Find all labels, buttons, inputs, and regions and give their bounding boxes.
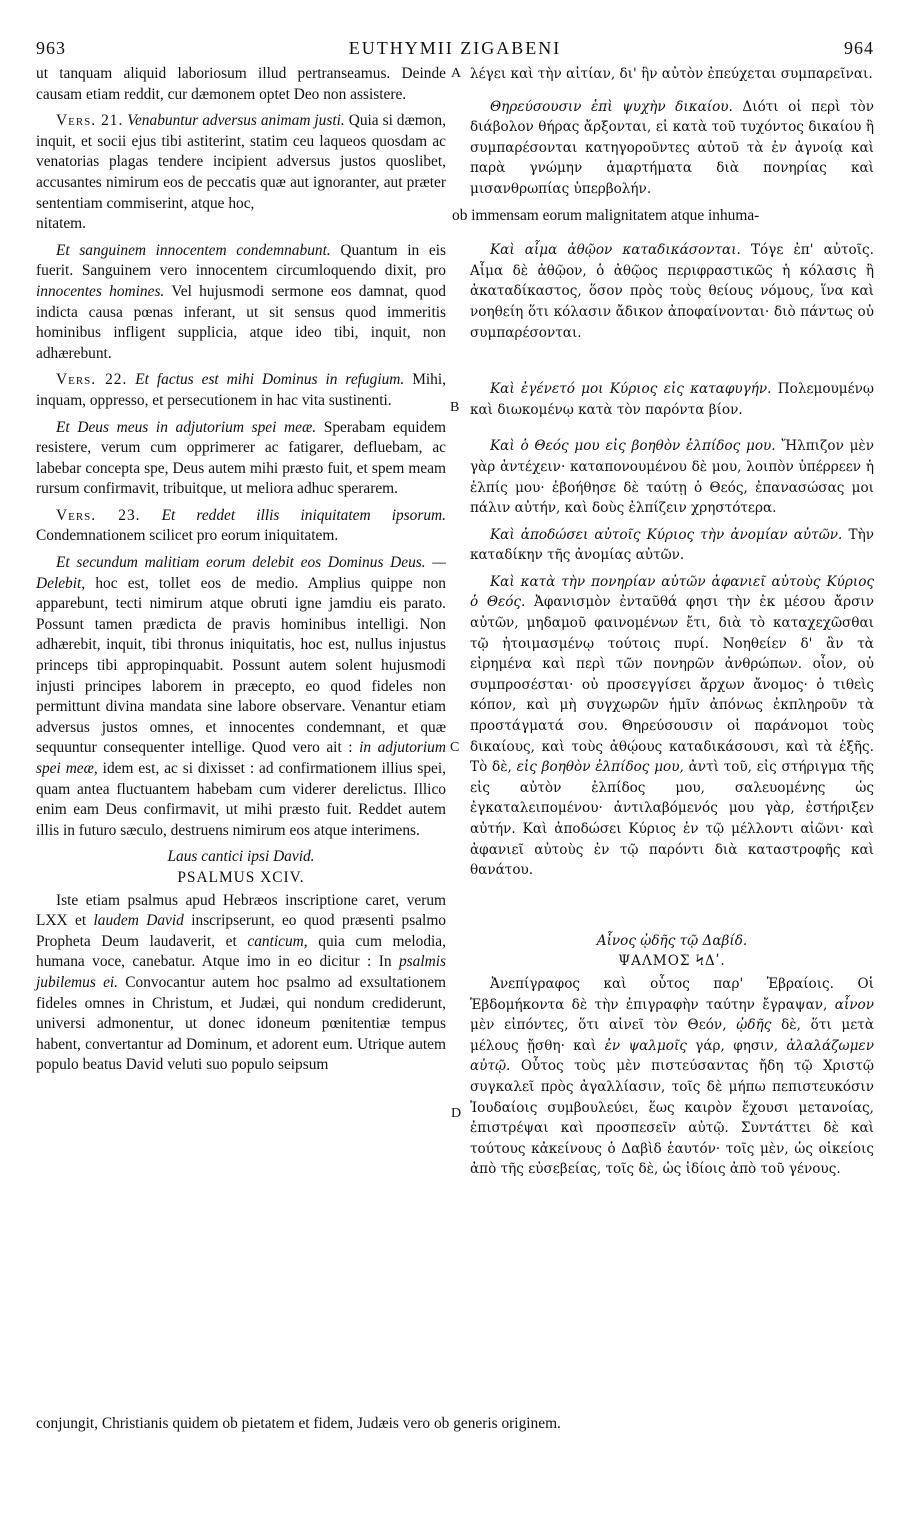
latin-paragraph (36, 891, 446, 1076)
commentary-text: Quantum in eis fuerit. Sanguinem vero innocentem circumloquendo dixit, pro (36, 241, 446, 280)
verse-lemma: Et reddet illis iniquitatem ipsorum. (161, 506, 446, 524)
greek-paragraph (470, 572, 874, 881)
commentary-emphasis: innocentes homines. (36, 282, 165, 300)
psalm-title: PSALMUS XCIV. (177, 868, 305, 886)
commentary-text: Τὴν καταδίκην τῆς ἀνομίας αὐτῶν. (470, 526, 874, 564)
latin-paragraph: ut tanquam aliquid laboriosum illud pertranseamus. Deinde causam etiam reddit, cur dæmonem optet Deo non assistere. (36, 65, 446, 103)
latin-paragraph (36, 418, 446, 500)
commentary-text: Πολεμουμένῳ καὶ διωκομένῳ κατὰ τὸν παρόντα βίον. (470, 381, 874, 418)
commentary-emphasis: ᾠδῆς (736, 1017, 772, 1034)
commentary-text: δὲ, ὅτι μετὰ μέλους ᾔσθη· καὶ (470, 1017, 875, 1054)
verse-lemma: Et sanguinem innocentem condemnabunt. (56, 241, 331, 259)
commentary-text: ἀντὶ τοῦ, εἰς στήριγμα τῆς εἰς αὐτὸν ἐλπίδος μου, σαλευομένης ὡς ἐγκαταλειπομένου· ἀντιλαβόμενός μου γὰρ, ἐστήριξεν αὐτήν. Καὶ ἀποδώσει Κύριος ἐν τῷ μέλλοντι αἰῶνι· καὶ ἀφανιεῖ αὐτοὺς ἐν τῷ παρόντι διὰ καταστροφῆς καὶ θανάτου. (470, 759, 875, 879)
commentary-text: Mihi, inquam, oppresso, et persecutionem in hac vita sustinenti. (36, 371, 446, 409)
verse-lemma: Et secundum malitiam eorum delebit eos Dominus Deus. — Delebit, (36, 554, 446, 592)
greek-paragraph (470, 436, 874, 518)
page-number-left: 963 (36, 38, 66, 58)
verse-lemma: Καὶ αἷμα ἀθῷον καταδικάσονται. (490, 242, 741, 259)
latin-line: nitatem. (36, 215, 87, 233)
greek-column (452, 64, 875, 1180)
commentary-text: Ἀνεπίγραφος καὶ οὗτος παρ' Ἑβραίοις. Οἱ Ἑβδομήκοντα δὲ τὴν ἐπιγραφὴν ταύτην ἔγραψαν, (470, 975, 874, 1013)
commentary-emphasis: ἀλαλάζωμεν αὐτῷ. (470, 1037, 874, 1075)
commentary-emphasis: laudem David (93, 912, 184, 930)
commentary-emphasis: psalmis jubilemus ei. (36, 953, 446, 991)
bottom-line (36, 1414, 874, 1435)
commentary-text: Τόγε ἐπ' αὐτοῖς. Αἷμα δὲ ἀθῷον, ὁ ἀθῷος περιφραστικῶς ἡ κόλασις ἢ ἀκαταδίκαστος, ὅσον πρὸς τοὺς θείους νόμους, ἵνα καὶ νοηθείη ὅτι κόλασιν ἄδικον ἀποφαίνονται· διὸ πάντως οὐ συμπαρέσονται. (470, 242, 874, 341)
commentary-text: Convocantur autem hoc psalmo ad exsultationem fideles omnes in Christum, et Judæi, qui nondum crediderunt, universi admonentur, ut donec idoneum pœnitentiæ tempus habent, convertantur ad Dominum, et adorent eum. Utrique autem populo beatus David veluti suo populo seipsum (36, 973, 446, 1074)
latin-paragraph (36, 370, 446, 411)
verse-lemma: Θηρεύσουσιν ἐπὶ ψυχὴν δικαίου. (490, 98, 733, 115)
commentary-text: Iste etiam psalmus apud Hebræos inscriptione caret, verum LXX et (36, 891, 446, 930)
commentary-text: μὲν εἰπόντες, ὅτι αἰνεῖ τὸν Θεόν, (470, 1017, 727, 1034)
greek-paragraph (470, 97, 874, 200)
commentary-emphasis: ἐν ψαλμοῖς (604, 1037, 687, 1054)
margin-letter-c: C (450, 740, 460, 755)
commentary-text: Ἀφανισμὸν ἐνταῦθά φησι τὴν ἐκ μέσου ἄρσιν αὐτῶν, μηδαμοῦ φαινομένων ἔτι, διὰ τὸ καταχεχῶσθαι τῷ ἡτοιμασμένῳ τούτοις πυρί. Νοηθείεν δ' ἂν τὰ εἰρημένα καὶ περὶ τῶν πονηρῶν ἀνθρώπων. οἷον, οὐ συμπροσέσται· οὐ προσεγγίσει ἄρχων ἄνομος· ὁ τιθεὶς κόπον, καὶ μὴ συγχωρῶν ἡμῖν ἀπόνως ἐκπληροῦν τὰ προστάγματά σου. Θηρεύσουσιν οἱ παράνομοι τοὺς δικαίους, καὶ τοὺς ἀθῴους καταδικάσουσι, καὶ τὰ ἑξῆς. Τὸ δὲ, (470, 594, 874, 776)
psalm-subtitle: Αἶνος ᾠδῆς τῷ Δαβίδ. (596, 932, 748, 949)
page-header (36, 38, 874, 64)
commentary-emphasis: canticum, (247, 932, 308, 950)
verse-label: Vers. 22. (56, 371, 128, 389)
page-number-right: 964 (844, 38, 874, 58)
greek-paragraph: λέγει καὶ τὴν αἰτίαν, δι' ἣν αὐτὸν ἐπεύχεται συμπαρεῖναι. (470, 66, 873, 82)
commentary-text: γάρ, φησιν, (695, 1037, 779, 1054)
running-title: EUTHYMII ZIGABENI (348, 38, 562, 58)
verse-lemma: Καὶ ἀποδώσει αὐτοῖς Κύριος τὴν ἀνομίαν αὐτῶν. (490, 526, 843, 543)
greek-paragraph (470, 974, 874, 1180)
psalm-title: ΨΑΛΜΟΣ ϞΔʹ. (618, 953, 726, 970)
verse-lemma: Venabuntur adversus animam justi. (127, 112, 345, 130)
verse-label: Vers. 21. (56, 112, 124, 130)
commentary-text: idem est, ac si dixisset : ad confirmationem illius spei, quam antea fluctuantem habebam cum viderer derelictus. Illico enim eam Deus confirmavit, ut mihi præsto fuit. Reddet autem illis in futuro sæculo, destruens nimirum eos atque interimens. (36, 760, 446, 839)
latin-line: conjungit, Christianis quidem ob pietatem et fidem, Judæis vero ob generis originem. (36, 1415, 561, 1432)
commentary-emphasis: in adjutorium spei meæ, (36, 739, 446, 777)
commentary-text: Οὗτος τοὺς μὲν πιστεύσαντας ἤδη τῷ Χριστῷ συγκαλεῖ πρὸς ἀγαλλίασιν, τοῖς δὲ μήπω πεπιστευκόσιν Ἰουδαίοις συμβουλεύει, ἕως καιρὸν ἔχουσι μετανοίας, ἐπιστρέψαι καὶ προσπεσεῖν αὐτῷ. Συντάττει δὲ καὶ τούτους κἀκείνους ὁ Δαβὶδ ἑαυτόν· τοῖς μὲν, ὡς οἰκείοις ἀπὸ τῆς εὐσεβείας, τοῖς δὲ, ὡς ἰδίοις ἀπὸ τοῦ γένους. (470, 1058, 874, 1178)
commentary-emphasis: αἶνον (834, 996, 874, 1013)
commentary-text: Vel hujusmodi sermone eos damnat, quod indicta causa pœnas inferant, ut sit sensus quod immeritis hominibus infligent supplicia, atque ideo tibi, inquit, non adhærebunt. (36, 282, 446, 362)
verse-lemma: Καὶ κατὰ τὴν πονηρίαν αὐτῶν ἀφανιεῖ αὐτοὺς Κύριος ὁ Θεός. (470, 573, 874, 611)
latin-line: ob immensam eorum malignitatem atque inhuma- (452, 206, 760, 224)
verse-lemma: Καὶ ὁ Θεός μου εἰς βοηθὸν ἐλπίδος μου. (490, 438, 776, 455)
commentary-text: quia cum melodia, humana voce, canebatur. Atque imo in eo dicitur : In (36, 932, 446, 971)
greek-paragraph (470, 525, 874, 566)
commentary-text: Διότι οἱ περὶ τὸν διάβολον θήρας ἄρξονται, εἰ κατὰ τοῦ τυχόντος δικαίου ἢ συμπαρέσονται κατηγοροῦντες αὐτοῦ τὰ ἐν ἀγνοίᾳ καὶ παρὰ γνώμην ἁμαρτήματα διὰ πονηρίας καὶ μισανθρωπίας ὑπερβολήν. (470, 98, 874, 197)
verse-lemma: Καὶ ἐγένετό μοι Κύριος εἰς καταφυγήν. (490, 381, 772, 398)
latin-paragraph (36, 553, 446, 841)
commentary-text: Ἤλπιζον μὲν γὰρ ἀντέχειν· καταπονουμένου δὲ μου, λοιπὸν ὑπέρρεεν ἡ ἐλπίς μου· ἐβοήθησε δὲ ταύτῃ ὁ Θεός, ἐπανασώσας μοι πάλιν αὐτήν, καὶ δοὺς ἐλπίζειν χρηστότερα. (470, 438, 874, 517)
verse-lemma: Et Deus meus in adjutorium spei meæ. (56, 418, 317, 436)
latin-column (36, 64, 446, 1076)
commentary-text: Sperabam equidem resistere, verum cum opprimerer ac fatigarer, defluebam, ac labebar concepta spe, Deus autem mihi præsto fuit, et spem meam rursum confirmavit, tribuitque, ut meliora adhuc sperarem. (36, 418, 446, 498)
verse-label: Vers. 23. (56, 506, 141, 524)
margin-letter-b: B (450, 400, 460, 415)
verse-lemma: Et factus est mihi Dominus in refugium. (135, 371, 405, 389)
latin-paragraph (36, 241, 446, 365)
commentary-text: Condemnationem scilicet pro eorum iniquitatem. (36, 527, 339, 545)
commentary-text: inscripserunt, eo quod præsenti psalmo Propheta Deum laudaverit, et (36, 912, 446, 950)
commentary-text: hoc est, tollet eos de medio. Amplius quippe non apparebunt, tecti nimirum atque obruti igne jamdiu eis parato. Possunt tamen prædicta de pravis hominibus intelligi. Non adhærebit, inquit, tibi thronus iniquitatis, hoc est, nullus injustus princeps tibi appropinquabit. Possunt autem solent hujusmodi injusti principes laborem in præcepto, eo quod fideles non permittunt divina mandata sine labore observare. Venantur etiam adversus justos omnes, et innocentes condemnant, et quæ sequuntur consequenter intellige. Quod vero ait : (36, 574, 446, 757)
commentary-emphasis: εἰς βοηθὸν ἐλπίδος μου, (516, 759, 684, 776)
margin-letter-d: D (451, 1106, 462, 1121)
greek-paragraph (470, 379, 874, 420)
commentary-text: Quia si dæmon, inquit, et socii ejus tibi astiterint, statim ceu laqueos quosdam ac venatorias plagas tendere incipient adversus justos quoslibet, accusantes nimirum eos de peccatis quæ aut ignoranter, aut præter sententiam commiserint, atque hoc, (36, 112, 446, 212)
latin-paragraph (36, 111, 446, 214)
psalm-subtitle: Laus cantici ipsi David. (167, 848, 315, 866)
greek-paragraph (470, 240, 874, 343)
margin-letter-a: A (451, 66, 462, 81)
latin-paragraph (36, 506, 446, 547)
